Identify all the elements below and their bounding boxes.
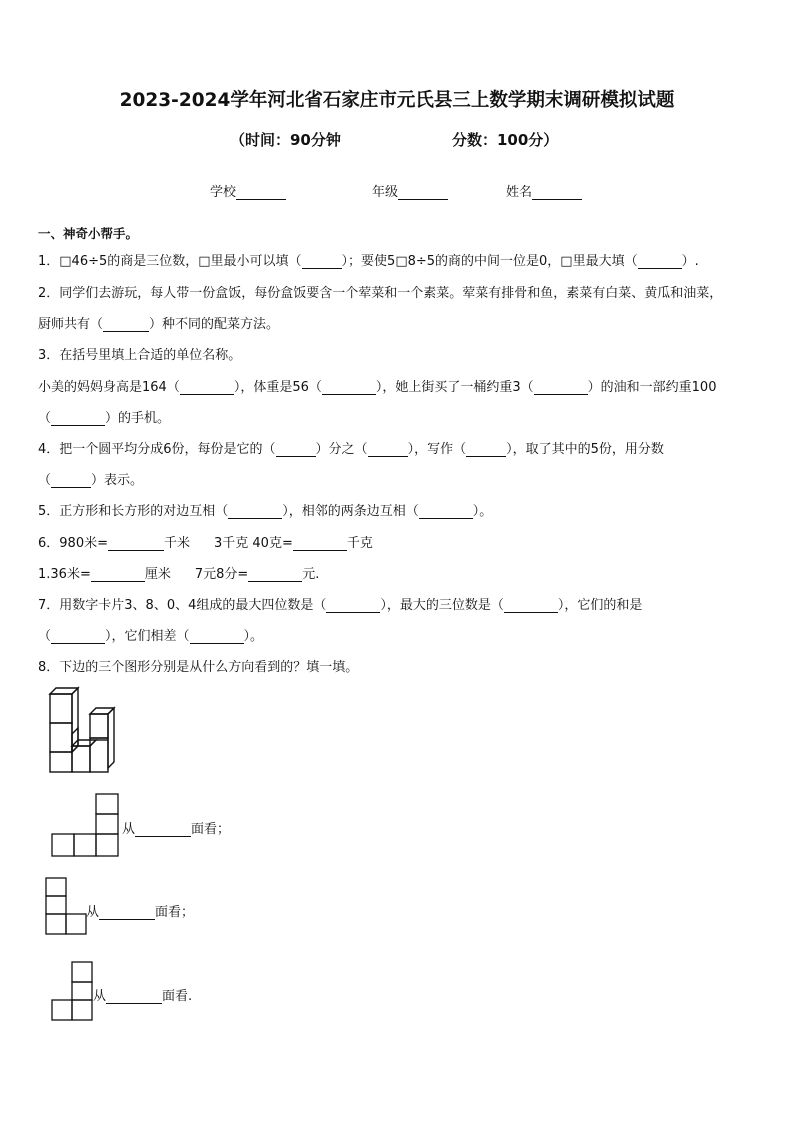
view-3-from: 从 [93,989,107,1004]
view-1-blank[interactable] [135,824,191,837]
q4-blank-3[interactable] [466,444,506,457]
q5-text-a3: ）。 [472,504,493,519]
section-heading: 一、神奇小帮手。 [38,226,139,241]
question-1 [38,250,699,269]
q7-blank-1[interactable] [326,600,380,613]
q7-text-a1: 7．用数字卡片3、8、0、4组成的最大四位数是（ [38,598,327,613]
q7-text-a3: ），它们的和是 [557,598,643,613]
q2-blank-1[interactable] [103,319,149,332]
q6-blank-4[interactable] [248,569,302,582]
view-2-figure [44,876,88,936]
q3-text-b4: ）的油和一部约重100 [587,380,717,395]
q1-blank-2[interactable] [638,256,682,269]
question-7-line2 [38,625,263,644]
q4-blank-2[interactable] [368,444,408,457]
q4-text-a2: ）分之（ [315,442,368,457]
school-label: 学校 [210,185,237,200]
q3-blank-2[interactable] [322,382,376,395]
q2-text-b1: 厨师共有（ [38,317,104,332]
q5-blank-2[interactable] [419,506,473,519]
question-3-line2 [38,376,716,395]
name-field [506,181,582,200]
view-3-caption [93,985,192,1004]
q6-text-a1: 6．980米= [38,536,108,551]
q3-blank-1[interactable] [180,382,234,395]
q1-text-a: 1．□46÷5的商是三位数，□里最小可以填（ [38,254,302,269]
view-3-look: 面看. [162,989,193,1004]
grade-label: 年级 [372,185,399,200]
q4-blank-1[interactable] [276,444,316,457]
q7-blank-2[interactable] [504,600,558,613]
q6-text-a3: 3千克 40克= [214,536,293,551]
q5-blank-1[interactable] [228,506,282,519]
q4-text-b2: ）表示。 [91,473,144,488]
q6-blank-1[interactable] [108,538,164,551]
view-2-blank[interactable] [99,907,155,920]
q3-text-c1: （ [38,411,52,426]
view-1-from: 从 [122,822,136,837]
q1-text-b: ）；要使5□8÷5的商的中间一位是0，□里最大填（ [341,254,638,269]
q3-text-b3: ），她上街买了一桶约重3（ [375,380,534,395]
q6-text-a4: 千克 [346,536,373,551]
exam-time: （时间：90分钟 [230,131,341,149]
school-field [210,181,286,200]
question-6-line2 [38,563,319,582]
question-4-line2 [38,469,143,488]
cube-stack-figure [44,684,124,776]
q7-blank-4[interactable] [190,631,244,644]
name-label: 姓名 [506,185,533,200]
q3-blank-4[interactable] [51,413,105,426]
q6-blank-3[interactable] [91,569,145,582]
q4-blank-4[interactable] [51,475,91,488]
q3-text-b1: 小美的妈妈身高是164（ [38,380,180,395]
q6-text-b3: 7元8分= [194,567,249,582]
name-blank[interactable] [532,186,582,200]
question-8: 8．下边的三个图形分别是从什么方向看到的？填一填。 [38,660,359,675]
view-3-blank[interactable] [106,991,162,1004]
question-6 [38,532,373,551]
q2-text-b2: ）种不同的配菜方法。 [149,317,280,332]
view-1-look: 面看； [191,822,231,837]
view-2-caption [86,901,194,920]
q3-text-c2: ）的手机。 [105,411,171,426]
q7-blank-3[interactable] [51,631,105,644]
question-7 [38,594,642,613]
grade-blank[interactable] [398,186,448,200]
grade-field [372,181,448,200]
exam-title: 2023-2024学年河北省石家庄市元氏县三上数学期末调研模拟试题 [119,90,675,111]
q5-text-a1: 5．正方形和长方形的对边互相（ [38,504,229,519]
view-3-figure [50,960,94,1022]
question-5 [38,500,492,519]
q1-text-c: ）. [681,254,699,269]
q6-text-a2: 千米 [163,536,190,551]
q7-text-b2: ），它们相差（ [105,629,190,644]
q6-text-b4: 元. [302,567,320,582]
question-4 [38,438,664,457]
q7-text-b1: （ [38,629,52,644]
question-2: 2．同学们去游玩，每人带一份盒饭，每份盒饭要含一个荤菜和一个素菜。荤菜有排骨和鱼，素菜有白菜、黄瓜和油菜， [38,286,723,301]
q6-text-b1: 1.36米= [38,567,91,582]
view-2-look: 面看； [155,905,195,920]
view-1-caption [122,818,230,837]
q6-blank-2[interactable] [293,538,347,551]
view-2-from: 从 [86,905,100,920]
q3-text-b2: ），体重是56（ [233,380,322,395]
q7-text-a2: ），最大的三位数是（ [380,598,504,613]
q5-text-a2: ），相邻的两条边互相（ [282,504,419,519]
exam-score: 分数：100分） [452,131,559,149]
q4-text-a4: ），取了其中的5份，用分数 [506,442,664,457]
school-blank[interactable] [236,186,286,200]
question-2-line2 [38,313,279,332]
q6-text-b2: 厘米 [144,567,171,582]
view-1-figure [50,792,122,858]
q4-text-b1: （ [38,473,52,488]
q4-text-a1: 4．把一个圆平均分成6份，每份是它的（ [38,442,276,457]
question-3-line3 [38,407,170,426]
q7-text-b3: ）。 [243,629,264,644]
q4-text-a3: ），写作（ [407,442,467,457]
question-3: 3．在括号里填上合适的单位名称。 [38,348,242,363]
q1-blank-1[interactable] [302,256,342,269]
q3-blank-3[interactable] [534,382,588,395]
